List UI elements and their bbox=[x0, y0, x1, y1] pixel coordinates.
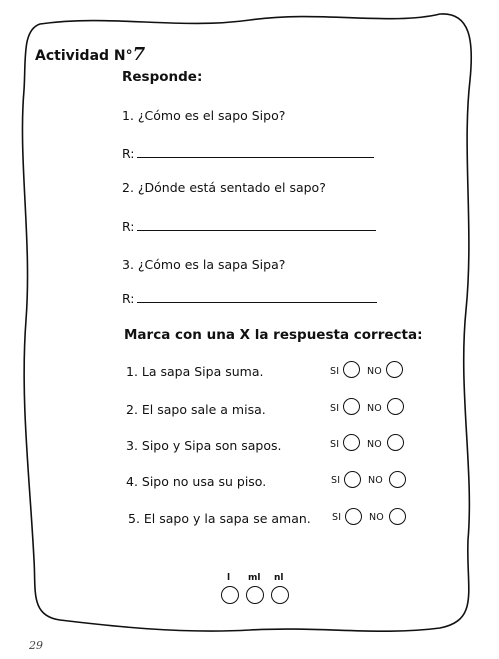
instruction-responde: Responde: bbox=[122, 69, 203, 85]
answer-label-2: R: bbox=[122, 219, 135, 234]
no-circle[interactable] bbox=[387, 434, 404, 451]
no-circle[interactable] bbox=[386, 361, 403, 378]
answer-line-2[interactable] bbox=[137, 230, 376, 231]
no-circle[interactable] bbox=[387, 398, 404, 415]
yes-label: SI bbox=[332, 512, 342, 523]
level-circle-ml[interactable] bbox=[246, 586, 264, 604]
statement-4: 4. Sipo no usa su piso. bbox=[126, 474, 267, 489]
yes-circle[interactable] bbox=[343, 398, 360, 415]
question-3: 3. ¿Cómo es la sapa Sipa? bbox=[122, 257, 286, 272]
answer-label-3: R: bbox=[122, 291, 135, 306]
level-circle-l[interactable] bbox=[221, 586, 239, 604]
no-label: NO bbox=[369, 512, 384, 523]
question-1: 1. ¿Cómo es el sapo Sipo? bbox=[122, 108, 286, 123]
activity-header bbox=[35, 44, 145, 65]
no-label: NO bbox=[367, 366, 382, 377]
statement-1: 1. La sapa Sipa suma. bbox=[126, 364, 264, 379]
level-label-nl: nl bbox=[274, 573, 284, 583]
no-label: NO bbox=[367, 403, 382, 414]
yes-circle[interactable] bbox=[343, 434, 360, 451]
activity-label: Actividad N° bbox=[35, 48, 133, 64]
level-label-l: l bbox=[227, 573, 231, 583]
yes-label: SI bbox=[330, 366, 340, 377]
question-2: 2. ¿Dónde está sentado el sapo? bbox=[122, 180, 326, 195]
yes-label: SI bbox=[331, 475, 341, 486]
yes-label: SI bbox=[330, 403, 340, 414]
mark-instruction: Marca con una X la respuesta correcta: bbox=[124, 327, 423, 343]
level-circle-nl[interactable] bbox=[271, 586, 289, 604]
statement-5: 5. El sapo y la sapa se aman. bbox=[128, 511, 311, 526]
page-number: 29 bbox=[29, 639, 43, 652]
no-label: NO bbox=[367, 439, 382, 450]
answer-label-1: R: bbox=[122, 146, 135, 161]
answer-line-3[interactable] bbox=[137, 302, 377, 303]
level-label-ml: ml bbox=[248, 573, 261, 583]
activity-number: 7 bbox=[132, 44, 146, 65]
yes-circle[interactable] bbox=[344, 471, 361, 488]
no-label: NO bbox=[368, 475, 383, 486]
yes-circle[interactable] bbox=[345, 508, 362, 525]
yes-circle[interactable] bbox=[343, 361, 360, 378]
statement-2: 2. El sapo sale a misa. bbox=[126, 402, 266, 417]
no-circle[interactable] bbox=[389, 508, 406, 525]
statement-3: 3. Sipo y Sipa son sapos. bbox=[126, 438, 282, 453]
no-circle[interactable] bbox=[389, 471, 406, 488]
yes-label: SI bbox=[330, 439, 340, 450]
answer-line-1[interactable] bbox=[137, 157, 374, 158]
